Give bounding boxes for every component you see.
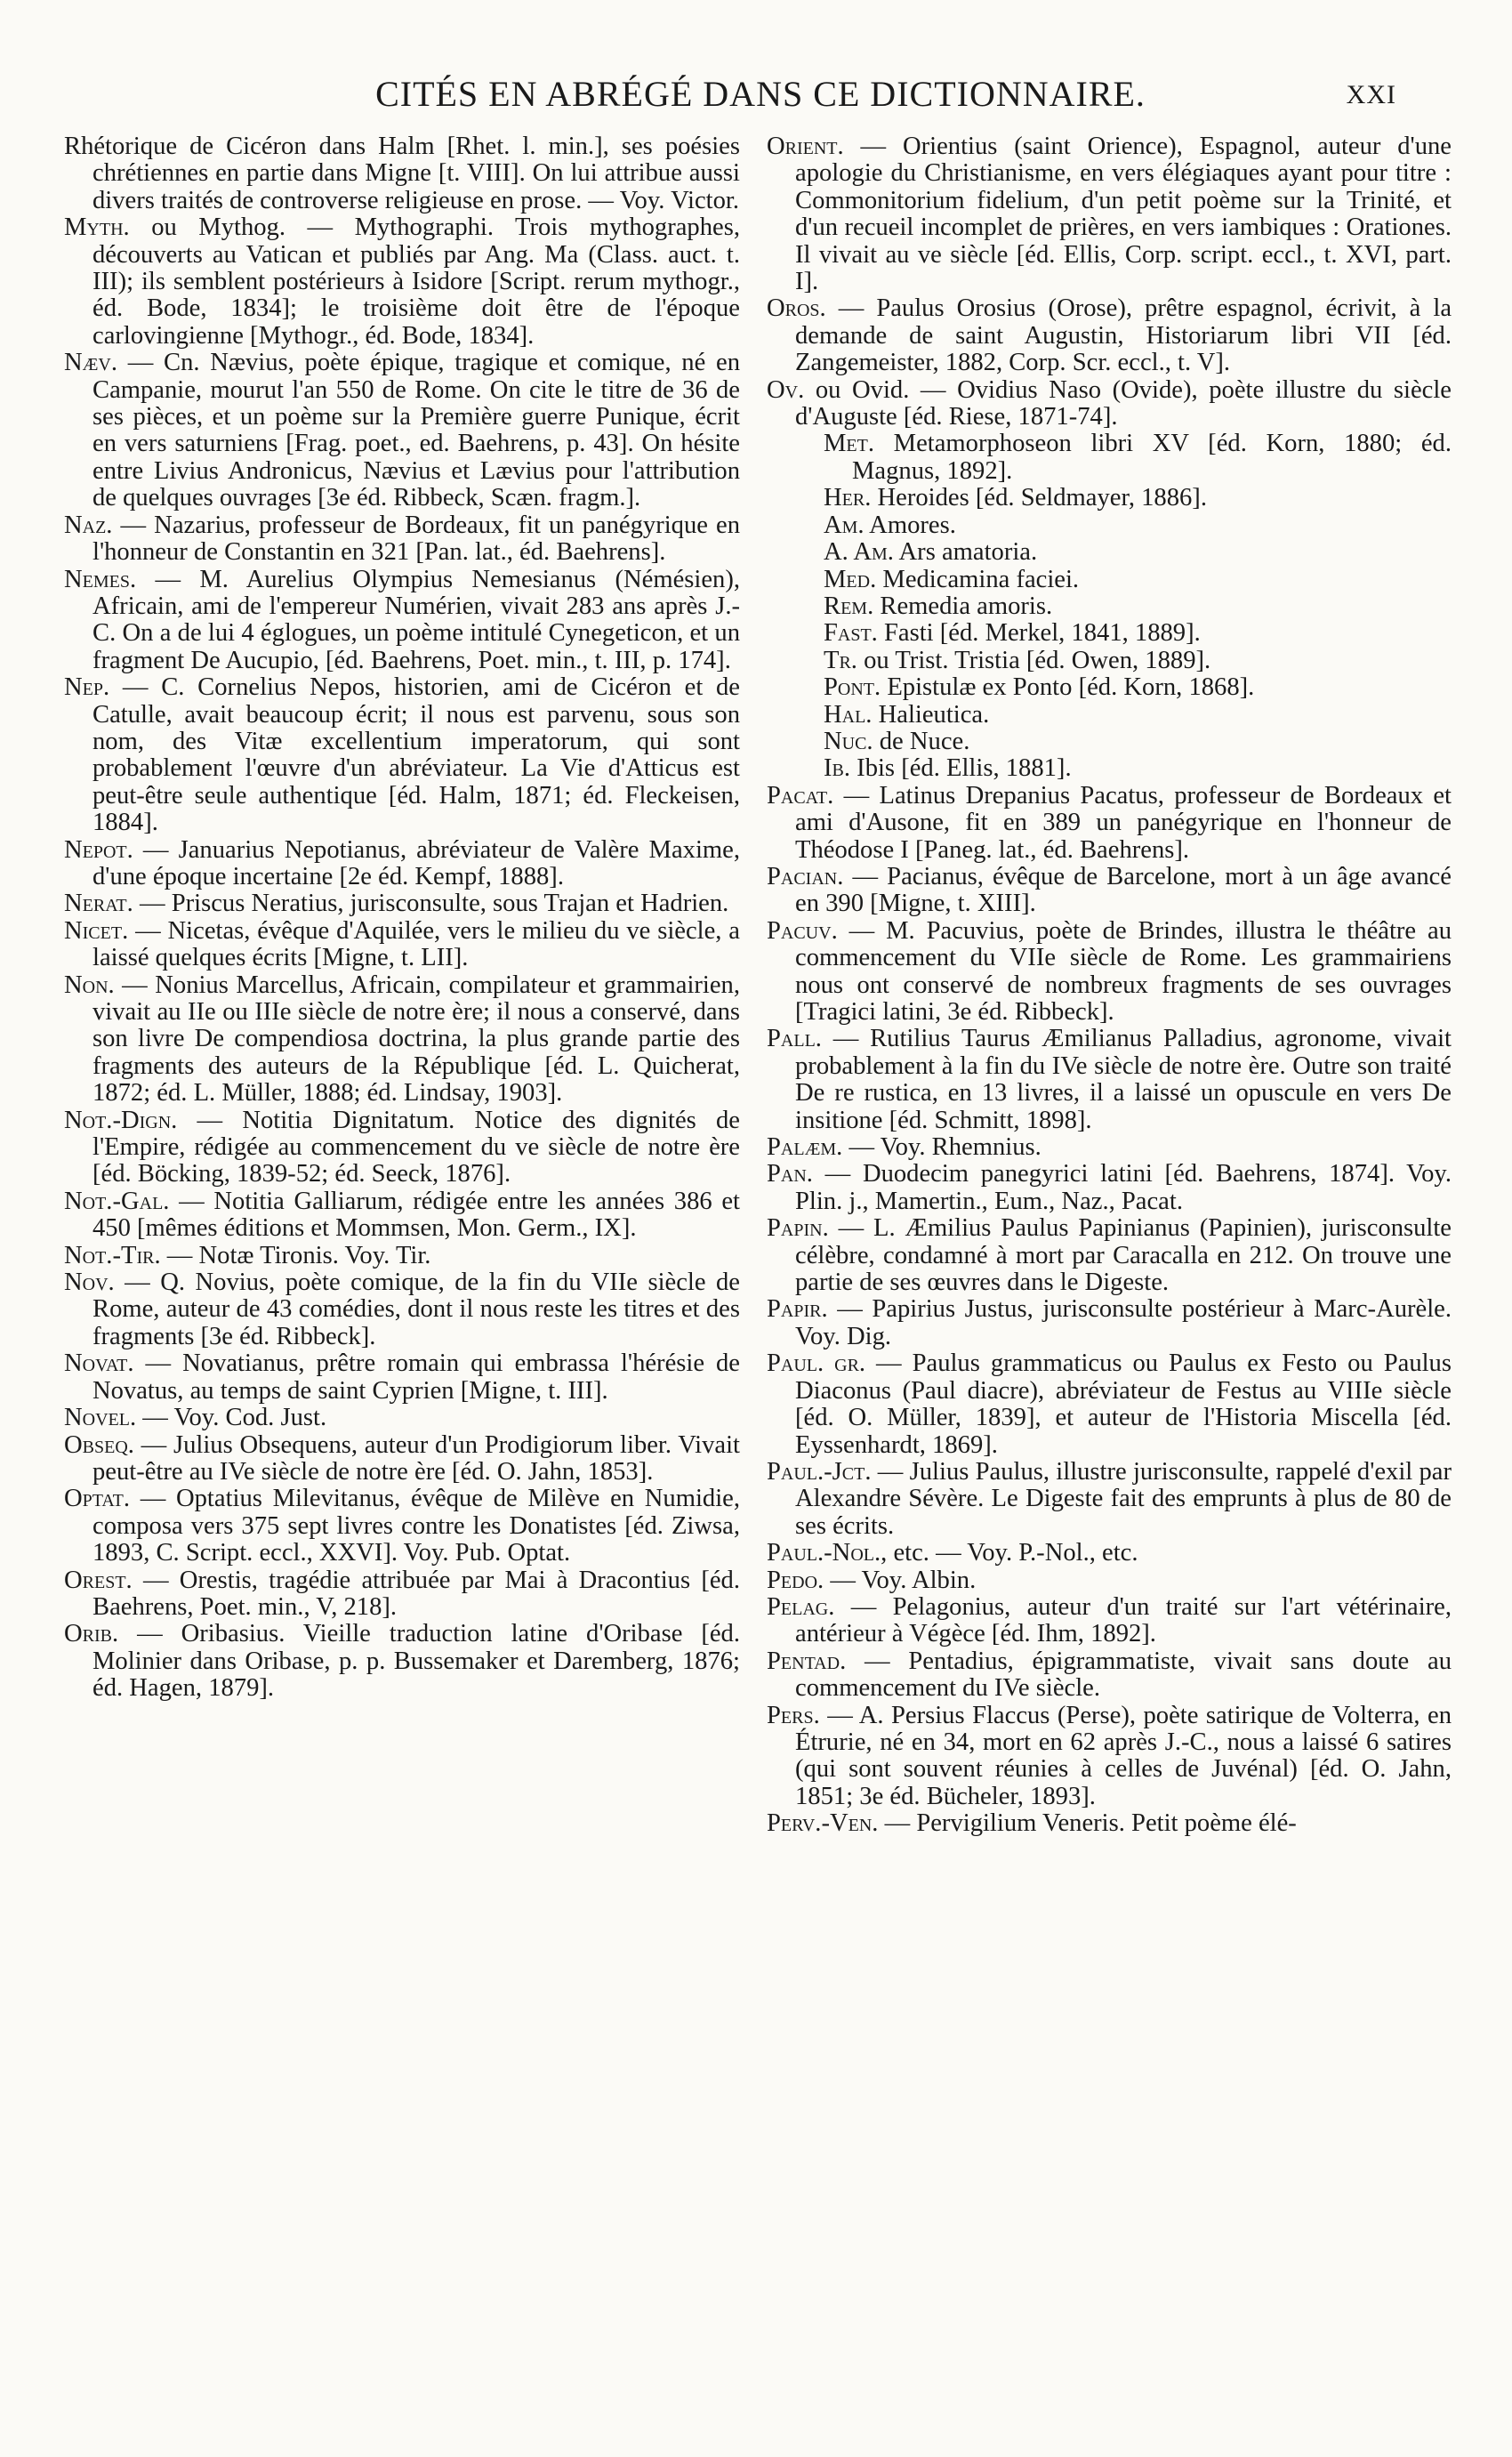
entry-headword: Palæm.: [767, 1133, 843, 1162]
dictionary-entry: [64, 350, 740, 512]
dictionary-entry: [767, 755, 1452, 782]
entry-headword: Her.: [824, 484, 872, 512]
entry-text: Fasti [éd. Merkel, 1841, 1889].: [884, 619, 1201, 648]
entry-headword: Not.-Tir.: [64, 1241, 161, 1269]
dictionary-entry: [767, 1648, 1452, 1703]
dictionary-entry: [64, 1188, 740, 1243]
entry-headword: Pentad.: [767, 1647, 847, 1675]
entry-text: Medicamina faciei.: [882, 565, 1080, 593]
entry-headword: Pan.: [767, 1160, 813, 1188]
entry-text: — Julius Paulus, illustre jurisconsulte, rappelé d'exil par Alexandre Sévère. Le Digeste fait des emprunts à plus de 80 de ses écrits.: [795, 1457, 1452, 1540]
entry-headword: Not.-Dign.: [64, 1106, 178, 1134]
entry-text: — Pentadius, épigrammatiste, vivait sans doute au commencement du IVe siècle.: [795, 1647, 1452, 1703]
entry-text: — L. Æmilius Paulus Papinianus (Papinien), jurisconsulte célèbre, condamné à mort par Caracalla en 212. On trouve une partie de ses œuvres dans le Digeste.: [795, 1214, 1452, 1297]
entry-text: ou Ovid. — Ovidius Naso (Ovide), poète illustre du siècle d'Auguste [éd. Riese, 1871-74].: [795, 375, 1452, 431]
entry-headword: Hal.: [824, 700, 873, 729]
entry-text: — Orientius (saint Orience), Espagnol, auteur d'une apologie du Christianisme, en vers élégiaques ayant pour titre : Commonitorium fidelium, d'un petit poème sur la Trinité, et d'un recueil incomplet de prières, en vers iambiques : Orationes. Il vivait au ve siècle [éd. Ellis, Corp. script. eccl., t. XVI, part. I].: [795, 133, 1452, 296]
entry-headword: Optat.: [64, 1485, 130, 1513]
dictionary-entry: [767, 702, 1452, 729]
entry-headword: Paul.-Jct.: [767, 1457, 872, 1486]
dictionary-entry: [767, 431, 1452, 485]
dictionary-entry: [64, 1621, 740, 1702]
entry-headword: Pall.: [767, 1025, 822, 1053]
dictionary-entry: [767, 1134, 1452, 1161]
entry-text: — Pelagonius, auteur d'un traité sur l'art vétérinaire, antérieur à Végèce [éd. Ihm, 1892].: [795, 1592, 1452, 1648]
entry-headword: Not.-Gal.: [64, 1187, 170, 1215]
dictionary-entry: [64, 1432, 740, 1486]
entry-text: — Novatianus, prêtre romain qui embrassa l'hérésie de Novatus, au temps de saint Cyprien [Migne, t. III].: [92, 1349, 740, 1405]
entry-headword: Naz.: [64, 511, 113, 539]
entry-text: — Notæ Tironis. Voy. Tir.: [166, 1241, 431, 1269]
entry-headword: Novat.: [64, 1349, 134, 1378]
entry-text: — Rutilius Taurus Æmilianus Palladius, agronome, vivait probablement à la fin du IVe siècle de notre ère. Outre son traité De re rustica, en 13 livres, il a laissé un opuscule en vers De insitione [éd. Schmitt, 1898].: [795, 1025, 1452, 1134]
entry-text: — Duodecim panegyrici latini [éd. Baehrens, 1874]. Voy. Plin. j., Mamertin., Eum., Naz., Pacat.: [795, 1160, 1452, 1215]
dictionary-entry: [767, 783, 1452, 864]
entry-text: — Priscus Neratius, jurisconsulte, sous Trajan et Hadrien.: [139, 890, 729, 918]
dictionary-entry: [767, 1459, 1452, 1540]
entry-text: ou Trist. Tristia [éd. Owen, 1889].: [864, 646, 1211, 674]
entry-headword: Papin.: [767, 1214, 829, 1243]
dictionary-entry: [64, 133, 740, 214]
dictionary-entry: [767, 864, 1452, 918]
entry-text: — Orestis, tragédie attribuée par Mai à Dracontius [éd. Baehrens, Poet. min., V, 218].: [92, 1566, 740, 1621]
entry-text: Ibis [éd. Ellis, 1881].: [857, 754, 1072, 783]
entry-text: ou Mythog. — Mythographi. Trois mythographes, découverts au Vatican et publiés par Ang. Ma (Class. auct. t. III); ils semblent postérieurs à Isidore [Script. rerum mythogr., éd. Bode, 1834]; le troisième doit être de l'époque carlovingienne [Mythogr., éd. Bode, 1834].: [92, 213, 740, 350]
entry-headword: Orient.: [767, 133, 844, 160]
entry-text: Amores.: [869, 511, 956, 539]
entry-text: — Julius Obsequens, auteur d'un Prodigiorum liber. Vivait peut-être au IVe siècle de notre ère [éd. O. Jahn, 1853].: [92, 1430, 740, 1486]
entry-headword: Pacuv.: [767, 916, 838, 945]
dictionary-entry: [767, 567, 1452, 593]
entry-headword: Rem.: [824, 592, 874, 620]
entry-text: — M. Aurelius Olympius Nemesianus (Némésien), Africain, ami de l'empereur Numérien, vivait 283 ans après J.-C. On a de lui 4 églogues, un poème intitulé Cynegeticon, et un fragment De Aucupio, [éd. Baehrens, Poet. min., t. III, p. 174].: [92, 565, 740, 674]
entry-headword: Næv.: [64, 349, 118, 377]
dictionary-entry: [64, 567, 740, 675]
dictionary-entry: [767, 1215, 1452, 1296]
entry-text: — Voy. Rhemnius.: [848, 1133, 1042, 1162]
dictionary-entry: [767, 918, 1452, 1027]
entry-text: Epistulæ ex Ponto [éd. Korn, 1868].: [887, 673, 1255, 702]
entry-headword: Ov.: [767, 375, 805, 404]
entry-headword: Nepot.: [64, 835, 133, 864]
dictionary-entry: [64, 1243, 740, 1269]
entry-headword: Pers.: [767, 1701, 820, 1729]
dictionary-entry: [64, 837, 740, 891]
entry-headword: Tr.: [824, 646, 857, 674]
entry-headword: Oros.: [767, 294, 826, 323]
entry-text: — Nicetas, évêque d'Aquilée, vers le milieu du ve siècle, a laissé quelques écrits [Migne, t. LII].: [92, 916, 740, 972]
entry-text: Halieutica.: [878, 700, 990, 729]
entry-headword: Pont.: [824, 673, 881, 702]
entry-text: — Papirius Justus, jurisconsulte postérieur à Marc-Aurèle. Voy. Dig.: [795, 1295, 1452, 1350]
dictionary-entry: [767, 1161, 1452, 1215]
dictionary-entry: [64, 890, 740, 917]
dictionary-entry: [64, 1567, 740, 1622]
entry-headword: Orest.: [64, 1566, 133, 1594]
dictionary-entry: [767, 1350, 1452, 1459]
dictionary-entry: [64, 1405, 740, 1431]
dictionary-entry: [64, 1486, 740, 1567]
entry-headword: Nerat.: [64, 890, 133, 918]
dictionary-entry: [767, 485, 1452, 512]
entry-text: — C. Cornelius Nepos, historien, ami de Cicéron et de Catulle, avait beaucoup écrit; il nous est parvenu, sous son nom, des Vitæ excellentium imperatorum, qui sont probablement l'œuvre d'un abréviateur. La Vie d'Atticus est peut-être seule authentique [éd. Halm, 1871; éd. Fleckeisen, 1884].: [92, 673, 740, 837]
dictionary-entry: [767, 377, 1452, 431]
entry-text: — Nonius Marcellus, Africain, compilateur et grammairien, vivait au IIe ou IIIe siècle de notre ère; il nous a conservé, dans son livre De compendiosa doctrina, la plus grande partie des fragments des auteurs de la République [éd. L. Quicherat, 1872; éd. L. Müller, 1888; éd. Lindsay, 1903].: [92, 971, 740, 1108]
dictionary-entry: [64, 1269, 740, 1350]
entry-headword: Nuc.: [824, 727, 873, 755]
entry-headword: Pacat.: [767, 781, 834, 810]
entry-headword: Non.: [64, 971, 115, 999]
entry-headword: Perv.-Ven.: [767, 1809, 879, 1838]
entry-text: — Q. Novius, poète comique, de la fin du VIIe siècle de Rome, auteur de 43 comédies, dont il nous reste les titres et des fragments [3e éd. Ribbeck].: [92, 1269, 740, 1350]
page-header: [125, 69, 1396, 123]
entry-text: — Paulus grammaticus ou Paulus ex Festo ou Paulus Diaconus (Paul diacre), abréviateur de Festus au VIIIe siècle [éd. O. Müller, 1839], et auteur de l'Historia Miscella [éd. Eyssenhardt, 1869].: [795, 1349, 1452, 1459]
entry-text: — Voy. Albin.: [830, 1566, 977, 1594]
entry-text: — Pervigilium Veneris. Petit poème élé-: [884, 1809, 1297, 1838]
entry-text: Rhétorique de Cicéron dans Halm [Rhet. l. min.], ses poésies chrétiennes en partie dans Migne [t. VIII]. On lui attribue aussi divers traités de controverse religieuse en prose. — Voy. Victor.: [64, 133, 740, 214]
dictionary-entry: [767, 593, 1452, 620]
entry-text: — Cn. Nævius, poète épique, tragique et comique, né en Campanie, mourut l'an 550 de Rome. On cite le titre de 36 de ses pièces, et un poème sur la Première guerre Punique, écrit en vers saturniens [Frag. poet., ed. Baehrens, p. 43]. On hésite entre Livius Andronicus, Nævius et Lævius pour l'attribution de quelques ouvrages [3e éd. Ribbeck, Scæn. fragm.].: [92, 349, 740, 512]
entry-text: — Optatius Milevitanus, évêque de Milève en Numidie, composa vers 375 sept livres contre les Donatistes [éd. Ziwsa, 1893, C. Script. eccl., XXVI]. Voy. Pub. Optat.: [92, 1485, 740, 1567]
entry-text: — Oribasius. Vieille traduction latine d'Oribase [éd. Molinier dans Oribase, p. p. Bussemaker et Daremberg, 1876; éd. Hagen, 1879].: [92, 1620, 740, 1703]
dictionary-entry: [767, 1540, 1452, 1567]
entry-text: — M. Pacuvius, poète de Brindes, illustra le théâtre au commencement du VIIe siècle de Rome. Les grammairiens nous ont conservé de nombreux fragments de ses ouvrages [Tragici latini, 3e éd. Ribbeck].: [795, 916, 1452, 1026]
dictionary-entry: [767, 1567, 1452, 1594]
entry-text: Heroides [éd. Seldmayer, 1886].: [877, 484, 1207, 512]
entry-headword: Papir.: [767, 1295, 828, 1324]
dictionary-entry: [767, 295, 1452, 376]
entry-headword: Nemes.: [64, 565, 137, 593]
dictionary-entry: [64, 918, 740, 972]
page-number: XXI: [1346, 80, 1396, 109]
entry-headword: Pelag.: [767, 1592, 835, 1621]
dictionary-entry: [767, 674, 1452, 701]
dictionary-entry: [767, 1296, 1452, 1350]
entry-text: — Pacianus, évêque de Barcelone, mort à un âge avancé en 390 [Migne, t. XIII].: [795, 862, 1452, 918]
entry-text: — Januarius Nepotianus, abréviateur de Valère Maxime, d'une époque incertaine [2e éd. Kempf, 1888].: [92, 835, 740, 890]
dictionary-entry: [64, 512, 740, 567]
entry-headword: Nicet.: [64, 916, 129, 945]
dictionary-entry: [767, 620, 1452, 647]
entry-headword: Orib.: [64, 1620, 119, 1648]
entry-text: de Nuce.: [879, 727, 970, 755]
dictionary-entry: [767, 512, 1452, 539]
dictionary-entry: [767, 133, 1452, 295]
dictionary-entry: [64, 214, 740, 350]
entry-text: etc. — Voy. P.-Nol., etc.: [893, 1539, 1138, 1567]
entry-headword: Paul.-Nol.,: [767, 1539, 888, 1567]
entry-text: — Paulus Orosius (Orose), prêtre espagnol, écrivit, à la demande de saint Augustin, Historiarum libri VII [éd. Zangemeister, 1882, Corp. Scr. eccl., t. V].: [795, 294, 1452, 377]
dictionary-entry: [64, 674, 740, 836]
entry-headword: Myth.: [64, 213, 130, 242]
entry-text: — Notitia Galliarum, rédigée entre les années 386 et 450 [mêmes éditions et Mommsen, Mon. Germ., IX].: [92, 1187, 740, 1243]
dictionary-entry: [767, 648, 1452, 674]
entry-headword: A. Am.: [824, 538, 894, 567]
right-column: [767, 133, 1452, 1838]
dictionary-entry: [767, 539, 1452, 566]
entry-headword: Obseq.: [64, 1430, 134, 1459]
dictionary-entry: [767, 729, 1452, 755]
entry-text: — Voy. Cod. Just.: [142, 1404, 327, 1432]
entry-headword: Novel.: [64, 1404, 137, 1432]
left-column: [64, 133, 740, 1703]
entry-text: — Notitia Dignitatum. Notice des dignités de l'Empire, rédigée au commencement du ve siècle de notre ère [éd. Böcking, 1839-52; éd. Seeck, 1876].: [92, 1106, 740, 1188]
entry-text: — Nazarius, professeur de Bordeaux, fit un panégyrique en l'honneur de Constantin en 321 [Pan. lat., éd. Baehrens].: [92, 511, 740, 567]
entry-text: Remedia amoris.: [880, 592, 1053, 620]
entry-text: — A. Persius Flaccus (Perse), poète satirique de Volterra, en Étrurie, né en 34, mort en 62 après J.-C., nous a laissé 6 satires (qui sont souvent réunies à celles de Juvénal) [éd. O. Jahn, 1851; 3e éd. Bücheler, 1893].: [795, 1701, 1452, 1810]
dictionary-entry: [767, 1810, 1452, 1837]
entry-headword: Med.: [824, 565, 877, 593]
entry-headword: Pedo.: [767, 1566, 824, 1594]
entry-headword: Ib.: [824, 754, 851, 783]
entry-text: Ars amatoria.: [898, 538, 1038, 567]
dictionary-entry: [767, 1703, 1452, 1811]
entry-headword: Am.: [824, 511, 865, 539]
entry-headword: Met.: [824, 430, 875, 458]
dictionary-entry: [64, 1350, 740, 1405]
dictionary-entry: [64, 1108, 740, 1188]
entry-headword: Nov.: [64, 1269, 115, 1297]
entry-headword: Fast.: [824, 619, 878, 648]
entry-text: — Latinus Drepanius Pacatus, professeur de Bordeaux et ami d'Ausone, fit en 389 un panégyrique en l'honneur de Théodose I [Paneg. lat., éd. Baehrens].: [795, 781, 1452, 864]
dictionary-entry: [767, 1026, 1452, 1134]
running-title: CITÉS EN ABRÉGÉ DANS CE DICTIONNAIRE.: [375, 74, 1146, 114]
entry-headword: Paul. gr.: [767, 1349, 866, 1378]
dictionary-entry: [64, 972, 740, 1108]
entry-text: Metamorphoseon libri XV [éd. Korn, 1880; éd. Magnus, 1892].: [852, 430, 1452, 485]
dictionary-entry: [767, 1594, 1452, 1648]
entry-headword: Pacian.: [767, 862, 844, 890]
entry-headword: Nep.: [64, 673, 110, 702]
